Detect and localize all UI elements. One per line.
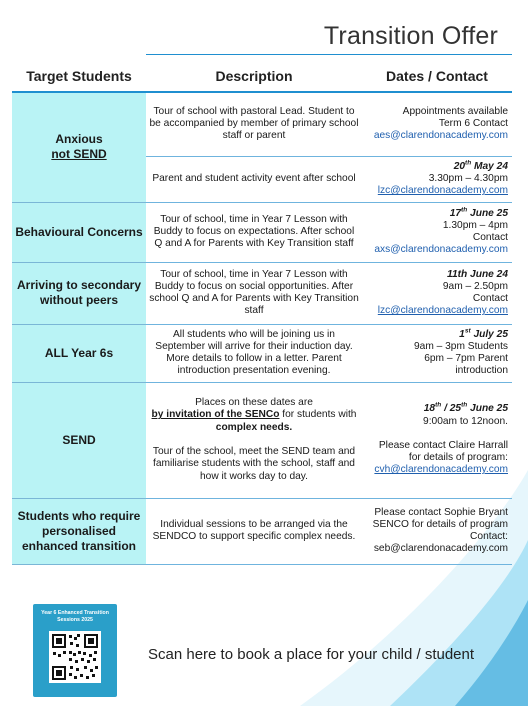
header-dates-contact: Dates / Contact [362, 62, 512, 92]
email-link[interactable]: axs@clarendonacademy.com [374, 244, 508, 256]
table-header-row [12, 62, 512, 92]
target-arriving: Arriving to secondary without peers [12, 262, 146, 324]
table-row [12, 202, 512, 262]
dates-cell: 20th May 24 3.30pm – 4.30pm lzc@clarendonacademy.com [362, 156, 512, 202]
qr-caption: Year 6 Enhanced Transition Sessions 2025 [41, 610, 109, 623]
description-cell: Places on these dates are by invitation of the SENCo for students with complex needs. Tour of the school, meet the SEND team and familiarise students with the school, staff and how it works day to day. [146, 382, 362, 498]
email-link[interactable]: aes@clarendonacademy.com [373, 130, 508, 142]
page-title: Transition Offer [323, 22, 498, 50]
description-cell: Tour of school with pastoral Lead. Student to be accompanied by member of primary school staff or parent [146, 92, 362, 156]
title-underline [146, 54, 512, 55]
dates-cell: Please contact Sophie Bryant SENCO for details of program Contact: seb@clarendonacademy.com [362, 498, 512, 564]
dates-cell: 1st July 25 9am – 3pm Students 6pm – 7pm Parent introduction [362, 324, 512, 382]
description-cell: Tour of school, time in Year 7 Lesson with Buddy to focus on expectations. After school Q and A for Parents with Key Transition staff [146, 202, 362, 262]
target-behavioural: Behavioural Concerns [12, 202, 146, 262]
target-personalised: Students who require personalised enhanced transition [12, 498, 146, 564]
dates-cell: 11th June 24 9am – 2.50pm Contact lzc@clarendonacademy.com [362, 262, 512, 324]
table-row [12, 382, 512, 498]
table-row [12, 92, 512, 156]
target-send: SEND [12, 382, 146, 498]
target-anxious: Anxious not SEND [12, 92, 146, 202]
description-cell: All students who will be joining us in September will arrive for their induction day. More details to follow in a letter. Parent introduction presentation evening. [146, 324, 362, 382]
description-cell: Tour of school, time in Year 7 Lesson with Buddy to focus on social opportunities. After school Q and A for Parents with Key Transition staff [146, 262, 362, 324]
target-all-year6: ALL Year 6s [12, 324, 146, 382]
table-row [12, 498, 512, 564]
email-text[interactable]: seb@clarendonacademy.com [373, 543, 508, 555]
description-cell: Individual sessions to be arranged via the SENDCO to support specific complex needs. [146, 498, 362, 564]
header-description: Description [146, 62, 362, 92]
email-link[interactable]: lzc@clarendonacademy.com [377, 185, 508, 197]
header-target-students: Target Students [12, 62, 146, 92]
table-row [12, 324, 512, 382]
dates-cell: Appointments available Term 6 Contact aes@clarendonacademy.com [362, 92, 512, 156]
email-link[interactable]: lzc@clarendonacademy.com [377, 305, 508, 317]
table-row [12, 262, 512, 324]
description-cell: Parent and student activity event after school [146, 156, 362, 202]
dates-cell: 18th / 25th June 25 9:00am to 12noon. Please contact Claire Harrall for details of program: cvh@clarendonacademy.com [362, 382, 512, 498]
transition-table [12, 62, 512, 565]
scan-instruction: Scan here to book a place for your child / student [148, 646, 475, 663]
qr-code-icon [49, 631, 101, 683]
dates-cell: 17th June 25 1.30pm – 4pm Contact axs@clarendonacademy.com [362, 202, 512, 262]
email-link[interactable]: cvh@clarendonacademy.com [374, 464, 508, 476]
qr-code-card[interactable] [33, 604, 117, 697]
